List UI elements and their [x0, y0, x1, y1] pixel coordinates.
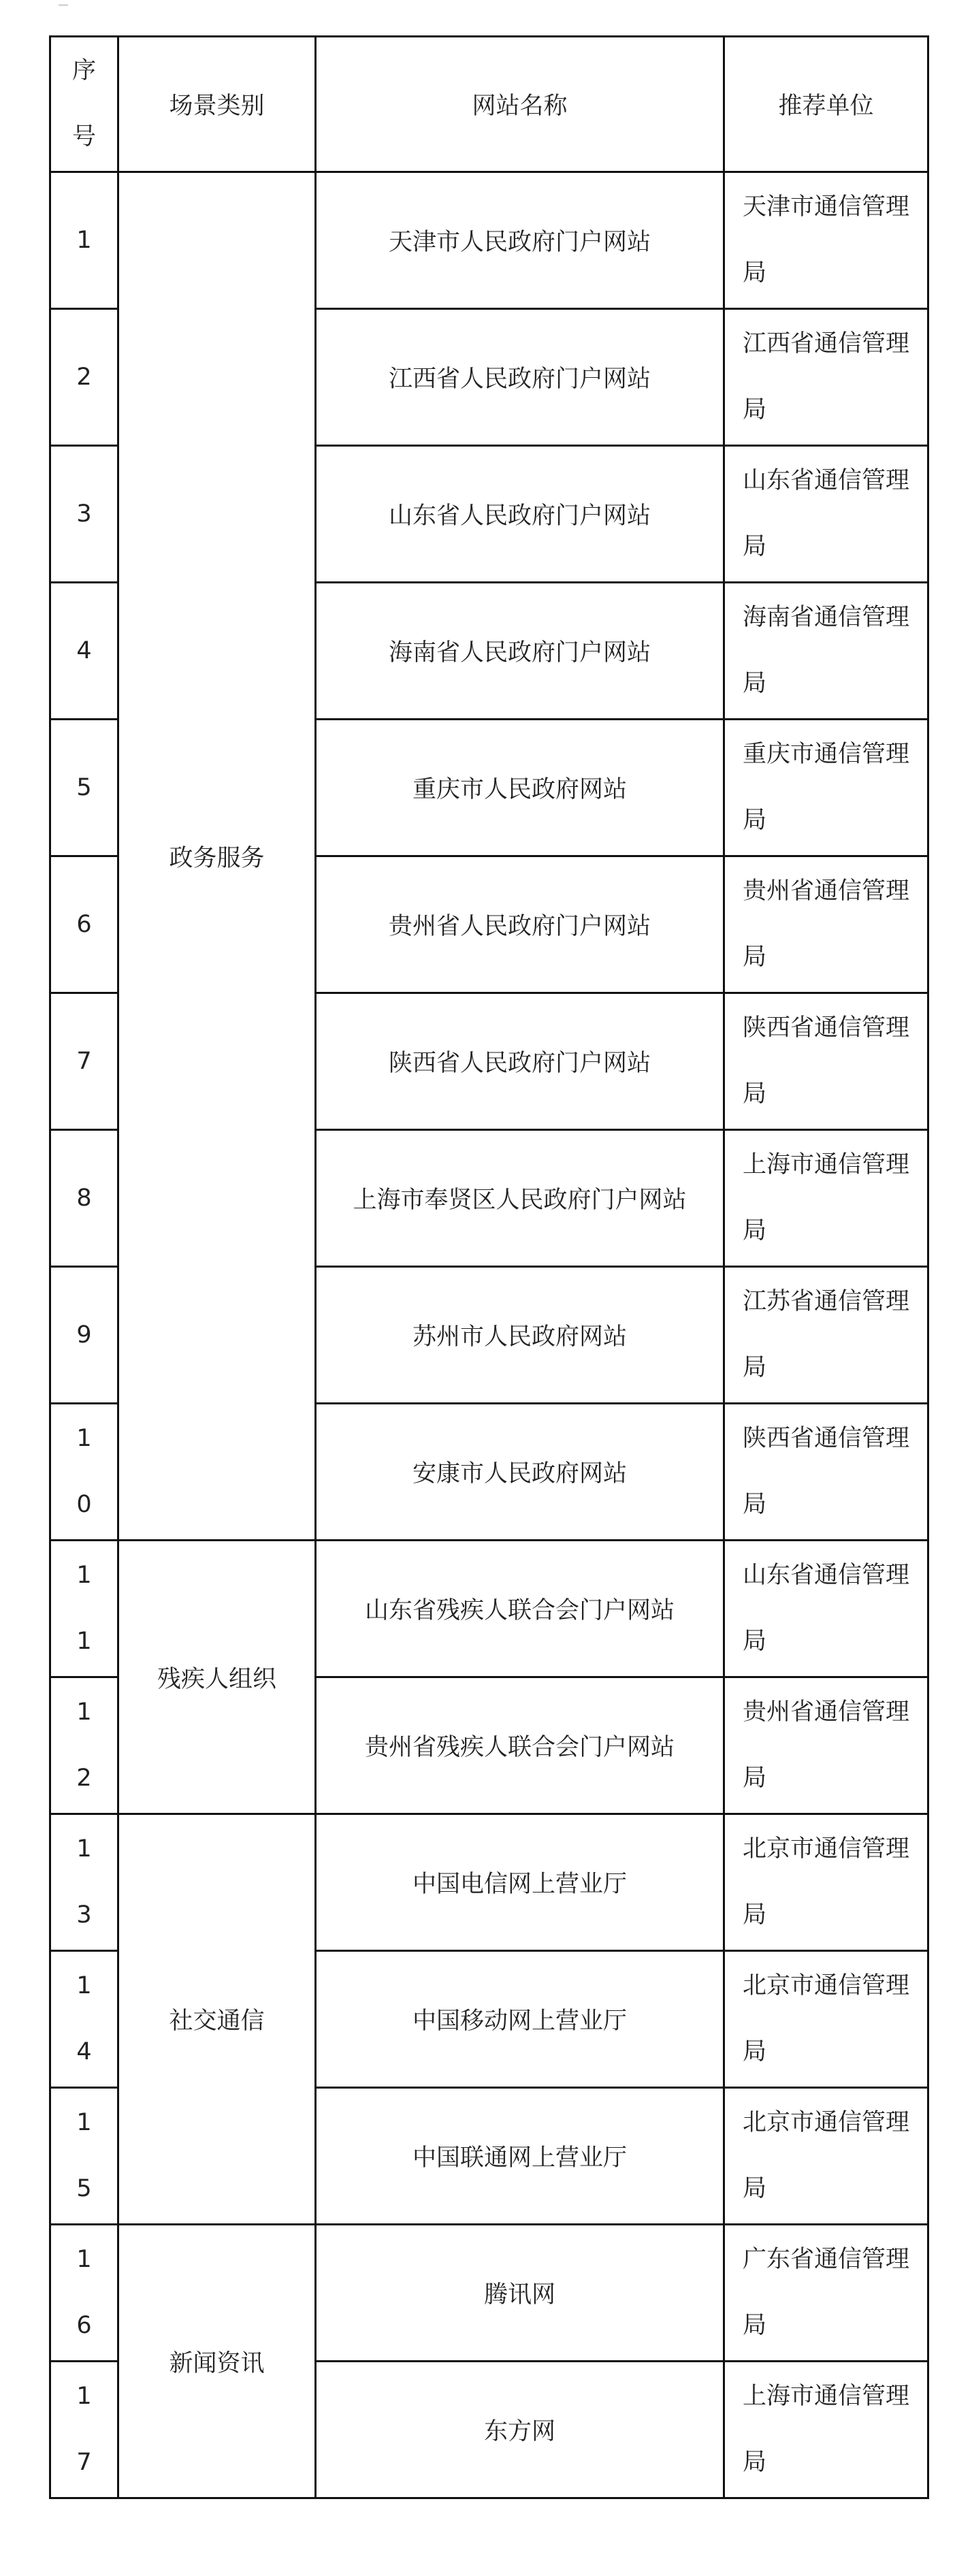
row-number: 10 — [50, 1404, 118, 1541]
site-name: 安康市人民政府网站 — [316, 1404, 724, 1541]
table-row — [50, 1541, 928, 1677]
website-list-table — [49, 35, 929, 2499]
header-site: 网站名称 — [316, 37, 724, 172]
site-name: 江西省人民政府门户网站 — [316, 309, 724, 446]
site-name: 贵州省残疾人联合会门户网站 — [316, 1677, 724, 1814]
site-name: 海南省人民政府门户网站 — [316, 583, 724, 720]
row-number: 11 — [50, 1541, 118, 1677]
recommending-unit: 广东省通信管理局 — [724, 2225, 928, 2362]
row-number: 14 — [50, 1951, 118, 2088]
header-category: 场景类别 — [118, 37, 316, 172]
site-name: 重庆市人民政府网站 — [316, 720, 724, 856]
recommending-unit: 北京市通信管理局 — [724, 1814, 928, 1951]
row-number: 17 — [50, 2362, 118, 2498]
site-name: 山东省人民政府门户网站 — [316, 446, 724, 583]
row-number: 7 — [50, 993, 118, 1130]
recommending-unit: 海南省通信管理局 — [724, 583, 928, 720]
header-no: 序号 — [50, 37, 118, 172]
site-name: 中国电信网上营业厅 — [316, 1814, 724, 1951]
site-name: 陕西省人民政府门户网站 — [316, 993, 724, 1130]
recommending-unit: 重庆市通信管理局 — [724, 720, 928, 856]
recommending-unit: 北京市通信管理局 — [724, 2088, 928, 2225]
site-name: 苏州市人民政府网站 — [316, 1267, 724, 1404]
row-number: 6 — [50, 856, 118, 993]
recommending-unit: 北京市通信管理局 — [724, 1951, 928, 2088]
table-row — [50, 1814, 928, 1951]
recommending-unit: 贵州省通信管理局 — [724, 856, 928, 993]
row-number: 4 — [50, 583, 118, 720]
recommending-unit: 上海市通信管理局 — [724, 2362, 928, 2498]
recommending-unit: 山东省通信管理局 — [724, 446, 928, 583]
row-number: 5 — [50, 720, 118, 856]
recommending-unit: 天津市通信管理局 — [724, 172, 928, 309]
row-number: 1 — [50, 172, 118, 309]
category-cell: 新闻资讯 — [118, 2225, 316, 2498]
row-number: 15 — [50, 2088, 118, 2225]
row-number: 2 — [50, 309, 118, 446]
row-number: 3 — [50, 446, 118, 583]
recommending-unit: 江西省通信管理局 — [724, 309, 928, 446]
recommending-unit: 陕西省通信管理局 — [724, 1404, 928, 1541]
row-number: 13 — [50, 1814, 118, 1951]
site-name: 山东省残疾人联合会门户网站 — [316, 1541, 724, 1677]
row-number: 12 — [50, 1677, 118, 1814]
table-row — [50, 2225, 928, 2362]
site-name: 中国移动网上营业厅 — [316, 1951, 724, 2088]
site-name: 中国联通网上营业厅 — [316, 2088, 724, 2225]
recommending-unit: 江苏省通信管理局 — [724, 1267, 928, 1404]
site-name: 腾讯网 — [316, 2225, 724, 2362]
table-header-row — [50, 37, 928, 172]
recommending-unit: 贵州省通信管理局 — [724, 1677, 928, 1814]
recommending-unit: 上海市通信管理局 — [724, 1130, 928, 1267]
site-name: 天津市人民政府门户网站 — [316, 172, 724, 309]
site-name: 上海市奉贤区人民政府门户网站 — [316, 1130, 724, 1267]
site-name: 东方网 — [316, 2362, 724, 2498]
category-cell: 残疾人组织 — [118, 1541, 316, 1814]
recommending-unit: 山东省通信管理局 — [724, 1541, 928, 1677]
category-cell: 政务服务 — [118, 172, 316, 1541]
site-name: 贵州省人民政府门户网站 — [316, 856, 724, 993]
page-corner-mark — [59, 4, 68, 6]
table-row — [50, 172, 928, 309]
row-number: 16 — [50, 2225, 118, 2362]
category-cell: 社交通信 — [118, 1814, 316, 2225]
recommending-unit: 陕西省通信管理局 — [724, 993, 928, 1130]
row-number: 8 — [50, 1130, 118, 1267]
row-number: 9 — [50, 1267, 118, 1404]
header-unit: 推荐单位 — [724, 37, 928, 172]
